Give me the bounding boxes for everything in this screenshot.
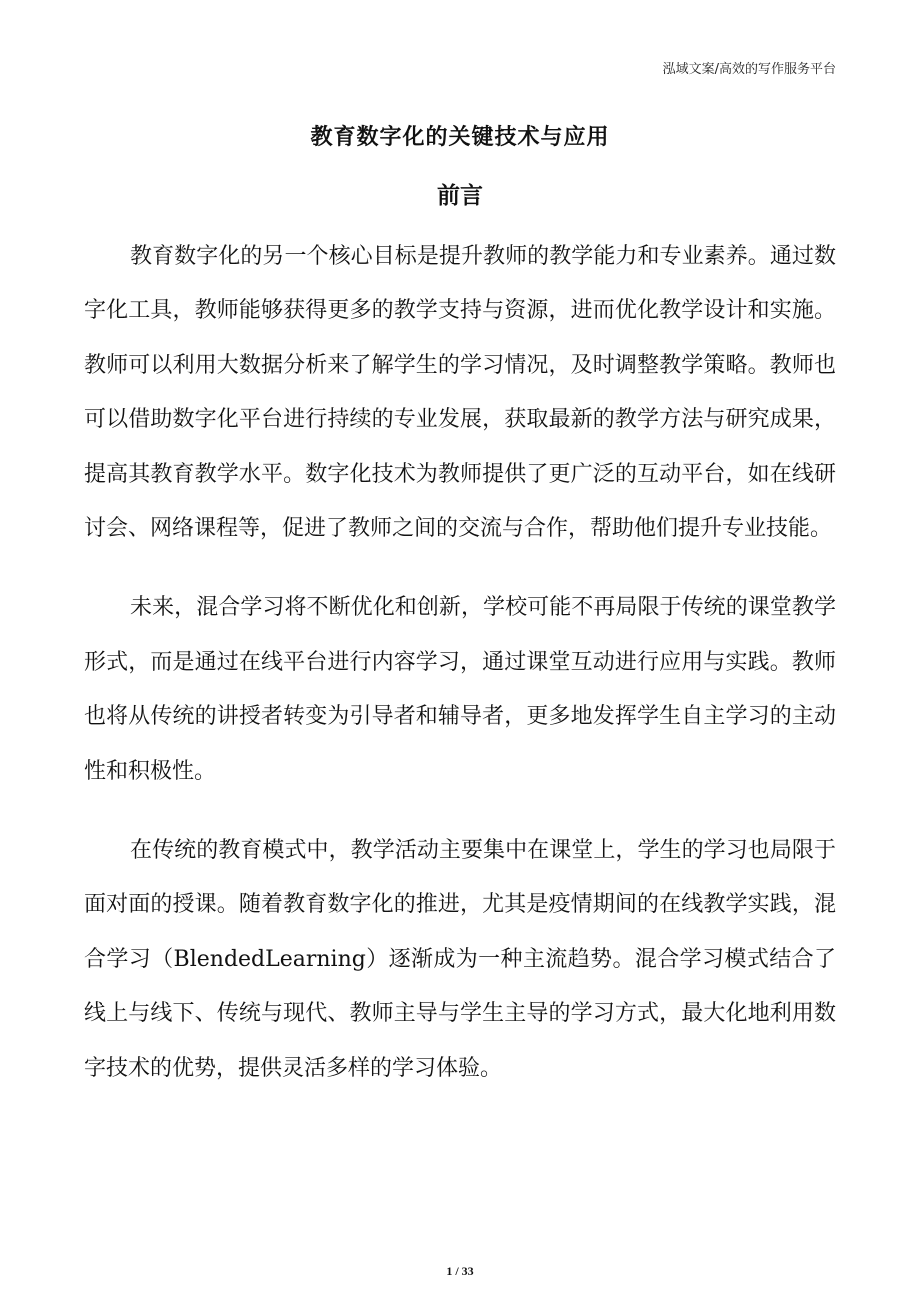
document-title: 教育数字化的关键技术与应用 xyxy=(310,125,610,150)
page-number: 1 / 33 xyxy=(446,1264,474,1278)
section-title: 前言 xyxy=(437,183,483,209)
paragraph-1: 教育数字化的另一个核心目标是提升教师的教学能力和专业素养。通过数字化工具，教师能够获得更多的教学支持与资源，进而优化教学设计和实施。教师可以利用大数据分析来了解学生的学习情况，及时调整教学策略。教师也可以借助数字化平台进行持续的专业发展，获取最新的教学方法与研究成果，提高其教育教学水平。数字化技术为教师提供了更广泛的互动平台，如在线研讨会、网络课程等，促进了教师之间的交流与合作，帮助他们提升专业技能。 xyxy=(84,244,836,542)
header-brand-note: 泓域文案/高效的写作服务平台 xyxy=(662,62,836,77)
paragraph-2: 未来，混合学习将不断优化和创新，学校可能不再局限于传统的课堂教学形式，而是通过在线平台进行内容学习，通过课堂互动进行应用与实践。教师也将从传统的讲授者转变为引导者和辅导者，更多地发挥学生自主学习的主动性和积极性。 xyxy=(84,595,836,784)
document-body xyxy=(84,230,836,1121)
paragraph-3: 在传统的教育模式中，教学活动主要集中在课堂上，学生的学习也局限于面对面的授课。随着教育数字化的推进，尤其是疫情期间的在线教学实践，混合学习（BlendedLearning）逐渐成为一种主流趋势。混合学习模式结合了线上与线下、传统与现代、教师主导与学生主导的学习方式，最大化地利用数字技术的优势，提供灵活多样的学习体验。 xyxy=(84,838,836,1081)
